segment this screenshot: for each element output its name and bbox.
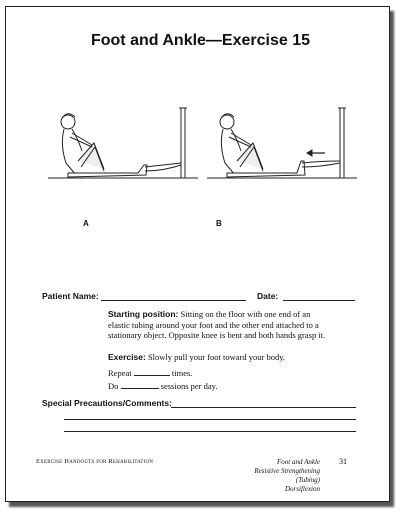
page-title: Foot and Ankle—Exercise 15 <box>90 32 311 49</box>
figure-label-b: B <box>216 219 222 228</box>
footer-series-title: Exercise Handouts for Rehabilitation <box>36 458 154 465</box>
repeat-line <box>108 368 328 379</box>
exercise-paragraph <box>108 352 328 363</box>
sessions-count-field[interactable] <box>121 381 159 389</box>
patient-name-label: Patient Name: <box>42 291 99 301</box>
sessions-line <box>108 381 328 392</box>
repeat-count-field[interactable] <box>134 368 170 376</box>
exercise-text: Slowly pull your foot toward your body. <box>147 352 286 362</box>
figure-label-a: A <box>83 219 89 228</box>
starting-position-text: Sitting on the floor with one end of an elastic tubing around your foot and the other end attached to a stationary object. Opposite knee is bent and both hands grasp it. <box>108 309 326 340</box>
precautions-field-3[interactable] <box>64 431 356 432</box>
exercise-illustration-b <box>207 103 357 185</box>
exercise-illustration-a <box>48 103 198 185</box>
precautions-label: Special Precautions/Comments: <box>42 398 172 408</box>
repeat-suffix: times. <box>171 368 193 378</box>
page-number: 31 <box>339 457 347 466</box>
exercise-heading: Exercise: <box>108 352 146 362</box>
repeat-prefix: Repeat <box>108 368 132 378</box>
footer-section-info <box>250 458 320 494</box>
starting-position-heading: Starting position: <box>108 309 179 319</box>
date-label: Date: <box>257 291 279 301</box>
do-suffix: sessions per day. <box>160 381 218 391</box>
footer-section-line: Resistive Strengthening (Tubing) <box>254 467 320 484</box>
precautions-field-2[interactable] <box>64 419 356 420</box>
do-prefix: Do <box>108 381 119 391</box>
precautions-field-1[interactable] <box>171 407 356 408</box>
footer-section-line: Foot and Ankle <box>276 458 320 466</box>
patient-name-field[interactable] <box>101 300 246 301</box>
date-field[interactable] <box>283 300 355 301</box>
starting-position-paragraph <box>108 309 328 341</box>
footer-section-line: Dorsiflexion <box>285 485 320 493</box>
handout-page <box>5 6 390 502</box>
